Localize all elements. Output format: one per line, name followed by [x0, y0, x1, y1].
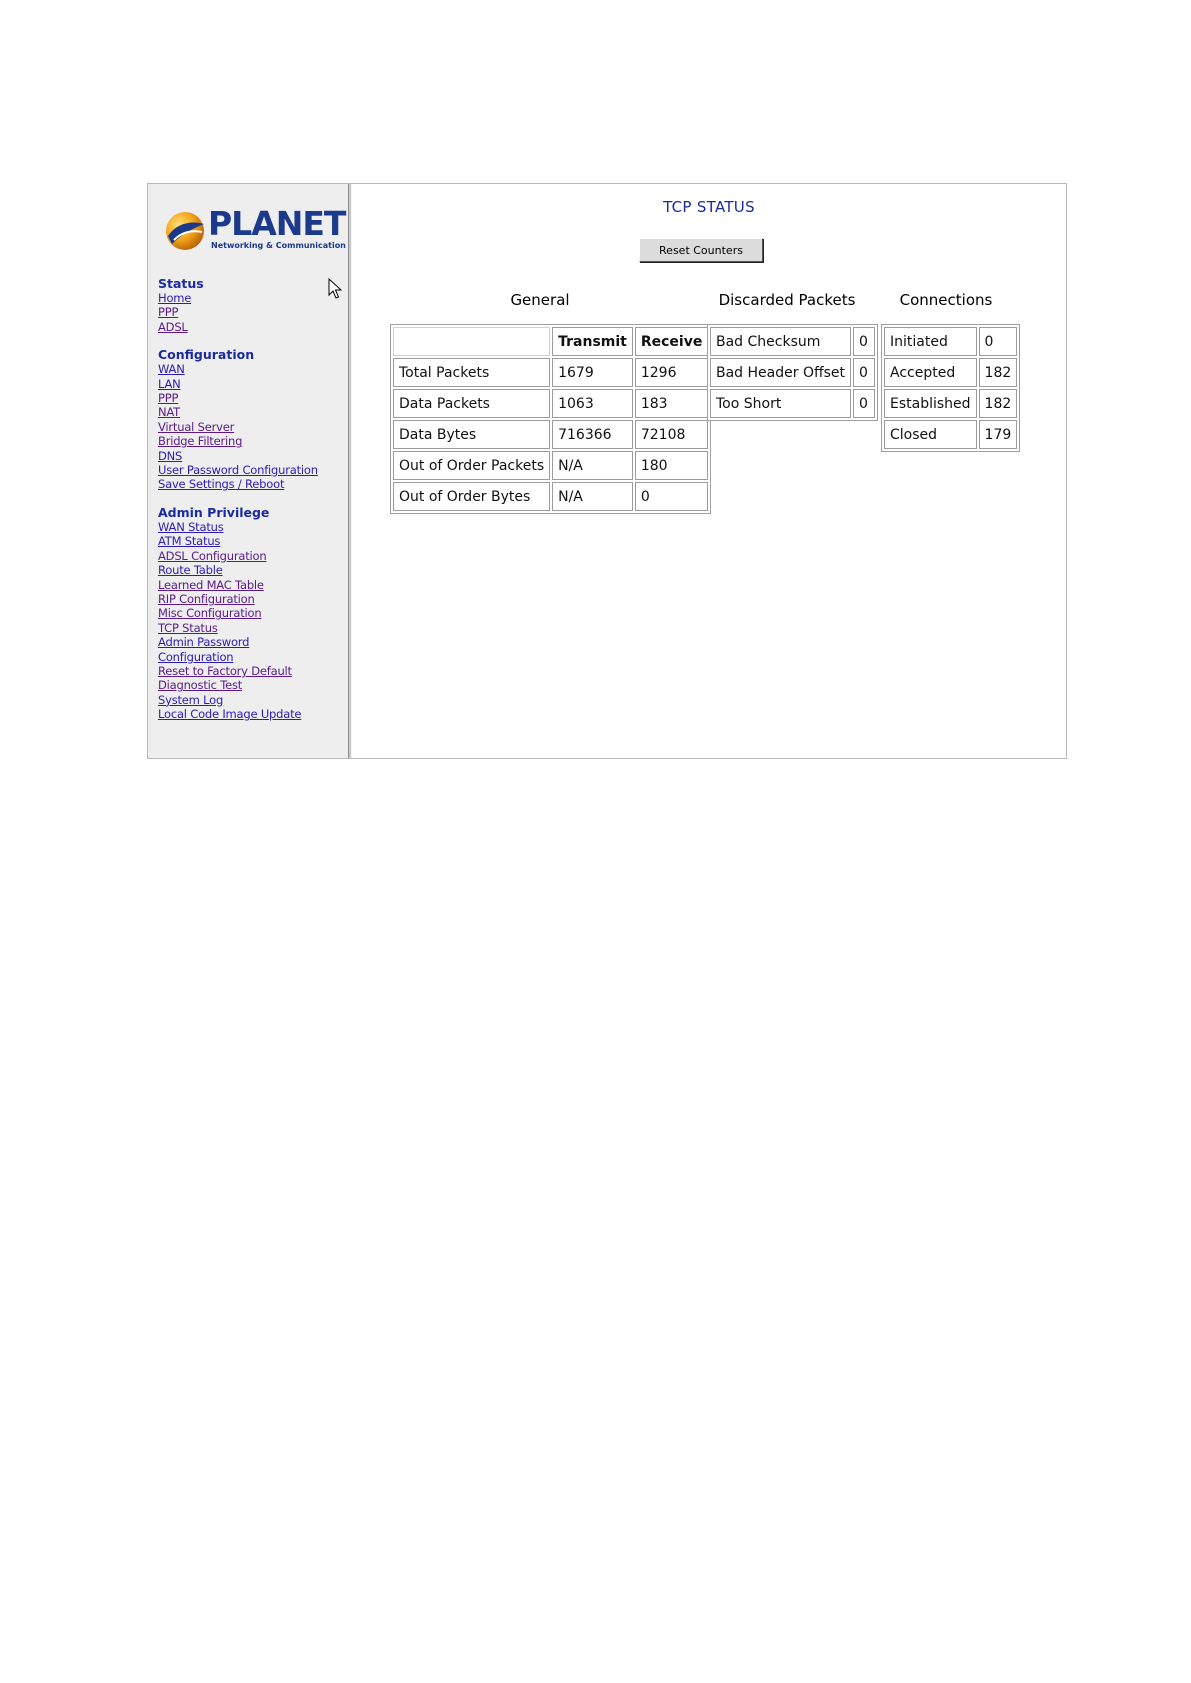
connections-table: [881, 324, 1020, 452]
nav-link-ppp-status[interactable]: PPP: [158, 305, 179, 320]
table-row: [393, 482, 708, 511]
nav-link-wan-status[interactable]: WAN Status: [158, 519, 224, 534]
nav-section-title: Status: [158, 276, 204, 291]
sidebar: [148, 184, 348, 758]
row-label: Out of Order Packets: [393, 451, 550, 480]
page-title: TCP STATUS: [663, 198, 755, 216]
row-value: 179: [979, 420, 1018, 449]
nav-section-title: Admin Privilege: [158, 504, 270, 520]
discarded-packets-heading: Discarded Packets: [718, 291, 856, 309]
table-row: [884, 389, 1017, 418]
nav-link-learned-mac-table[interactable]: Learned MAC Table: [158, 577, 264, 592]
row-value: 0: [853, 389, 875, 418]
nav-link-system-log[interactable]: System Log: [158, 692, 224, 707]
sidebar-nav: [158, 277, 348, 736]
nav-link-misc-configuration[interactable]: Misc Configuration: [158, 606, 262, 621]
table-row: [710, 327, 875, 356]
receive-value: 183: [635, 389, 709, 418]
nav-link-route-table[interactable]: Route Table: [158, 563, 223, 578]
nav-section-configuration: [158, 348, 348, 492]
main-content: [352, 184, 1066, 758]
header-cell: [393, 327, 550, 356]
logo-wordmark: PLANET: [208, 204, 346, 243]
nav-link-adsl-status[interactable]: ADSL: [158, 319, 188, 334]
table-header-row: [393, 327, 708, 356]
mouse-pointer-icon: [328, 278, 342, 300]
row-label: Total Packets: [393, 358, 550, 387]
browser-frame: [147, 183, 1067, 759]
row-label: Accepted: [884, 358, 977, 387]
general-heading: General: [510, 291, 570, 309]
row-label: Data Packets: [393, 389, 550, 418]
nav-link-tcp-status[interactable]: TCP Status: [158, 620, 218, 635]
nav-link-home[interactable]: Home: [158, 291, 192, 305]
row-value: 0: [979, 327, 1018, 356]
general-table: [390, 324, 711, 514]
nav-link-wan[interactable]: WAN: [158, 362, 185, 377]
nav-link-reset-factory-default[interactable]: Reset to Factory Default: [158, 663, 292, 678]
nav-link-virtual-server[interactable]: Virtual Server: [158, 419, 235, 434]
transmit-value: 1063: [552, 389, 633, 418]
connections-heading: Connections: [899, 291, 993, 309]
nav-link-diagnostic-test[interactable]: Diagnostic Test: [158, 678, 243, 693]
nav-link-lan[interactable]: LAN: [158, 376, 181, 391]
receive-value: 0: [635, 482, 709, 511]
transmit-value: 716366: [552, 420, 633, 449]
logo-tagline: Networking & Communication: [211, 241, 346, 250]
header-cell: Transmit: [552, 327, 633, 356]
table-row: [393, 451, 708, 480]
nav-link-ppp-config[interactable]: PPP: [158, 391, 179, 406]
transmit-value: 1679: [552, 358, 633, 387]
discarded-packets-table: [707, 324, 878, 421]
receive-value: 1296: [635, 358, 709, 387]
row-value: 182: [979, 389, 1018, 418]
row-label: Established: [884, 389, 977, 418]
row-value: 0: [853, 327, 875, 356]
nav-link-local-code-image-update[interactable]: Local Code Image Update: [158, 707, 302, 722]
transmit-value: N/A: [552, 482, 633, 511]
nav-link-save-settings-reboot[interactable]: Save Settings / Reboot: [158, 477, 285, 492]
header-cell: Receive: [635, 327, 709, 356]
receive-value: 72108: [635, 420, 709, 449]
nav-link-user-password-config[interactable]: User Password Configuration: [158, 463, 318, 478]
reset-counters-button[interactable]: Reset Counters: [639, 238, 763, 262]
nav-link-nat[interactable]: NAT: [158, 405, 181, 420]
nav-link-atm-status[interactable]: ATM Status: [158, 534, 221, 549]
row-value: 182: [979, 358, 1018, 387]
row-label: Closed: [884, 420, 977, 449]
table-row: [884, 327, 1017, 356]
nav-link-admin-password[interactable]: Admin Password: [158, 635, 250, 650]
transmit-value: N/A: [552, 451, 633, 480]
row-value: 0: [853, 358, 875, 387]
table-row: [393, 389, 708, 418]
nav-section-status: [158, 277, 348, 334]
table-row: [393, 358, 708, 387]
row-label: Out of Order Bytes: [393, 482, 550, 511]
table-row: [710, 389, 875, 418]
nav-link-configuration[interactable]: Configuration: [158, 649, 234, 664]
nav-link-rip-configuration[interactable]: RIP Configuration: [158, 591, 255, 606]
globe-icon: [164, 210, 206, 252]
table-row: [710, 358, 875, 387]
table-row: [884, 420, 1017, 449]
row-label: Data Bytes: [393, 420, 550, 449]
table-row: [393, 420, 708, 449]
row-label: Bad Checksum: [710, 327, 851, 356]
nav-link-dns[interactable]: DNS: [158, 448, 183, 463]
table-row: [884, 358, 1017, 387]
row-label: Initiated: [884, 327, 977, 356]
planet-logo[interactable]: [164, 204, 346, 254]
nav-link-adsl-configuration[interactable]: ADSL Configuration: [158, 548, 267, 563]
nav-section-title: Configuration: [158, 347, 255, 363]
nav-section-admin-privilege: [158, 506, 348, 722]
row-label: Bad Header Offset: [710, 358, 851, 387]
nav-link-bridge-filtering[interactable]: Bridge Filtering: [158, 434, 243, 449]
row-label: Too Short: [710, 389, 851, 418]
receive-value: 180: [635, 451, 709, 480]
